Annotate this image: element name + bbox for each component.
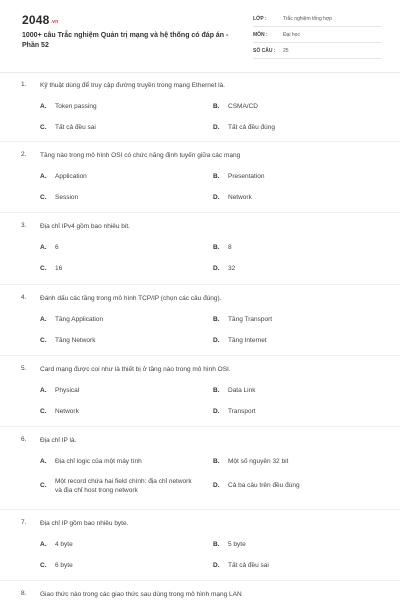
option-letter: A. bbox=[40, 541, 47, 548]
option-letter: B. bbox=[213, 387, 220, 394]
option-letter: A. bbox=[40, 244, 47, 251]
meta-value: 25 bbox=[283, 48, 289, 54]
question-number: 8. bbox=[21, 590, 27, 597]
option-text: CSMA/CD bbox=[228, 103, 258, 110]
meta-key: MÔN : bbox=[253, 32, 268, 38]
question-text: Kỹ thuật dùng để truy cập đường truyền trong mạng Ethernet là. bbox=[40, 82, 225, 89]
question-text: Địa chỉ IP là. bbox=[40, 437, 77, 444]
option-text: Presentation bbox=[228, 173, 265, 180]
option-text: Session bbox=[55, 194, 79, 201]
question-separator bbox=[0, 426, 400, 427]
option-text: 5 byte bbox=[228, 541, 246, 548]
header-divider bbox=[0, 72, 400, 73]
option-text: Physical bbox=[55, 387, 80, 394]
option-letter: C. bbox=[40, 194, 47, 201]
option-text: Tầng Application bbox=[55, 316, 104, 323]
meta-row-count bbox=[253, 45, 381, 59]
option-letter: A. bbox=[40, 316, 47, 323]
option-text: Tầng Transport bbox=[228, 316, 273, 323]
meta-value: Đại học bbox=[283, 32, 300, 38]
option-text: Network bbox=[55, 408, 79, 415]
option-letter: C. bbox=[40, 124, 47, 131]
option-letter: B. bbox=[213, 173, 220, 180]
option-text: Application bbox=[55, 173, 87, 180]
option-letter: C. bbox=[40, 265, 47, 272]
page-title: 1000+ câu Trắc nghiệm Quản trị mạng và hệ thống có đáp án - Phần 52 bbox=[22, 32, 229, 49]
meta-row-class bbox=[253, 13, 381, 27]
question-text: Tầng nào trong mô hình OSI có chức năng định tuyến giữa các mạng bbox=[40, 152, 241, 159]
option-text: Transport bbox=[228, 408, 256, 415]
option-text: Tất cả đều sai bbox=[55, 124, 96, 131]
option-text: Cả ba câu trên đều đúng bbox=[228, 482, 300, 489]
option-text: Token passing bbox=[55, 103, 97, 110]
header bbox=[0, 0, 400, 70]
option-letter: B. bbox=[213, 458, 220, 465]
option-text: Tầng Internet bbox=[228, 337, 267, 344]
question-number: 4. bbox=[21, 294, 27, 301]
question-number: 1. bbox=[21, 81, 27, 88]
option-text: Một record chứa hai field chính: địa chỉ network và địa chỉ host trong network bbox=[55, 478, 192, 494]
meta-key: LỚP : bbox=[253, 16, 267, 22]
option-letter: D. bbox=[213, 265, 220, 272]
logo-main: 2048 bbox=[22, 13, 50, 27]
option-text: 6 byte bbox=[55, 562, 73, 569]
option-letter: D. bbox=[213, 482, 220, 489]
option-letter: A. bbox=[40, 387, 47, 394]
option-text: Địa chỉ logic của một máy tính bbox=[55, 458, 142, 465]
question-text: Giao thức nào trong các giao thức sau dùng trong mô hình mạng LAN bbox=[40, 591, 242, 598]
question-number: 7. bbox=[21, 519, 27, 526]
option-letter: B. bbox=[213, 316, 220, 323]
option-text: 32 bbox=[228, 265, 236, 272]
option-letter: B. bbox=[213, 244, 220, 251]
option-letter: C. bbox=[40, 408, 47, 415]
meta-row-subject bbox=[253, 29, 381, 43]
question-number: 6. bbox=[21, 436, 27, 443]
option-text: Data Link bbox=[228, 387, 256, 394]
option-letter: D. bbox=[213, 408, 220, 415]
option-text: Tất cả đều đúng bbox=[228, 124, 275, 131]
option-letter: D. bbox=[213, 124, 220, 131]
question-text: Card mạng được coi như là thiết bị ở tầng nào trong mô hình OSI. bbox=[40, 366, 231, 373]
question-separator bbox=[0, 284, 400, 285]
option-text: 8 bbox=[228, 244, 232, 251]
question-number: 5. bbox=[21, 365, 27, 372]
meta-key: SỐ CÂU : bbox=[253, 48, 276, 54]
option-letter: D. bbox=[213, 562, 220, 569]
question-separator bbox=[0, 355, 400, 356]
question-number: 3. bbox=[21, 222, 27, 229]
option-letter: B. bbox=[213, 541, 220, 548]
question-text: Địa chỉ IP gồm bao nhiêu byte. bbox=[40, 520, 129, 527]
question-separator bbox=[0, 141, 400, 142]
option-letter: B. bbox=[213, 103, 220, 110]
option-letter: D. bbox=[213, 337, 220, 344]
question-text: Đánh dấu các tầng trong mô hình TCP/IP (chọn các câu đúng). bbox=[40, 295, 222, 302]
option-letter: A. bbox=[40, 103, 47, 110]
option-text: Tất cả đều sai bbox=[228, 562, 269, 569]
option-letter: A. bbox=[40, 173, 47, 180]
question-number: 2. bbox=[21, 151, 27, 158]
option-text: Tầng Network bbox=[55, 337, 96, 344]
option-text: Network bbox=[228, 194, 252, 201]
question-separator bbox=[0, 580, 400, 581]
meta-value: Trắc nghiệm tổng hợp bbox=[283, 16, 332, 22]
question-text: Địa chỉ IPv4 gồm bao nhiêu bit. bbox=[40, 223, 130, 230]
meta-info bbox=[253, 13, 381, 61]
option-text: 16 bbox=[55, 265, 63, 272]
question-separator bbox=[0, 509, 400, 510]
question-separator bbox=[0, 212, 400, 213]
logo-tld: .vn bbox=[50, 19, 59, 25]
option-letter: C. bbox=[40, 337, 47, 344]
option-text: 6 bbox=[55, 244, 59, 251]
option-text: 4 byte bbox=[55, 541, 73, 548]
option-letter: C. bbox=[40, 482, 47, 489]
option-letter: A. bbox=[40, 458, 47, 465]
site-logo[interactable] bbox=[22, 13, 58, 27]
option-letter: C. bbox=[40, 562, 47, 569]
option-text: Một số nguyên 32 bit bbox=[228, 458, 289, 465]
option-letter: D. bbox=[213, 194, 220, 201]
